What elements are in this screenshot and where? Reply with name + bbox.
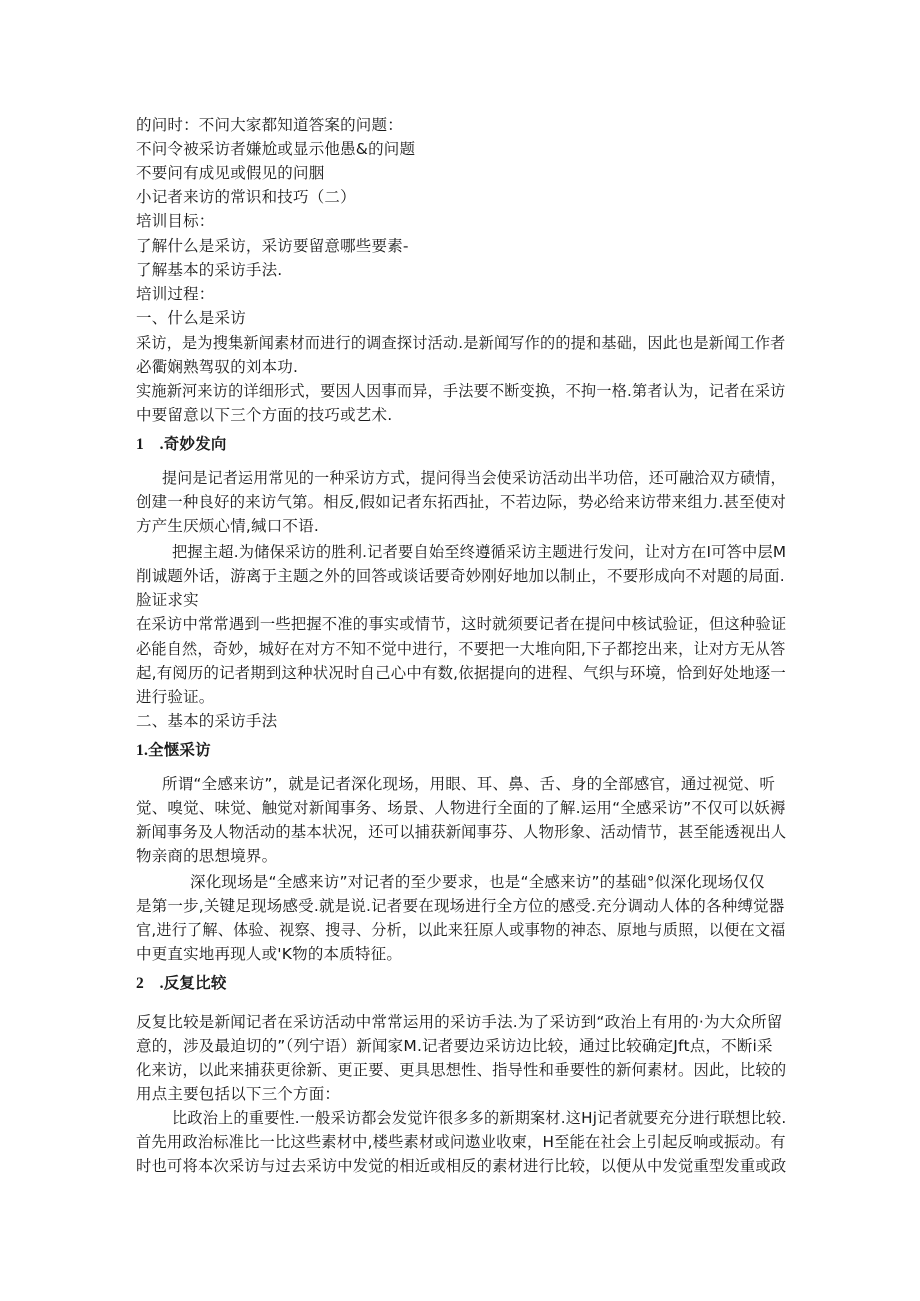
text-line: 把握主超.为储保采访的胜利.记者要自始至终遵循采访主题进行发问，让对方在I可答中层M xyxy=(172,543,787,561)
text-line: 觉、嗅觉、味觉、触觉对新闻事务、场景、人物进行全面的了解.运用“全感采访”不仅可以妖褥 xyxy=(136,799,786,817)
text-line: 的问时：不问大家都知道答案的问题： xyxy=(136,116,403,134)
text-line: 不问令被采访者嫌尬或显示他愚&的问题 xyxy=(136,140,416,158)
section-heading: 一、什么是采访 xyxy=(136,309,246,327)
text-line: 所谓“全感来访”，就是记者深化现场，用眼、耳、鼻、舌、身的全部感官，通过视觉、听 xyxy=(162,775,776,793)
text-line: 意的，涉及最迫切的”（列宁语）新闻家M.记者要边采访边比较，通过比较确定Jft点，不断i采 xyxy=(136,1037,773,1055)
text-line: 中要留意以下三个方面的技巧或艺术. xyxy=(136,406,393,424)
text-line: 脸证求实 xyxy=(136,591,199,609)
text-line: 比政治上的重要性.一般采访都会发觉许很多多的新期案材.这Hj记者就要充分进行联想比较. xyxy=(172,1109,787,1127)
section-heading: 小记者来访的常识和技巧（二） xyxy=(136,188,356,206)
text-line: 削诚题外话，游离于主题之外的回答或谈话要奇妙刚好地加以制止，不要形成向不对题的局面. xyxy=(136,567,785,585)
text-line: 是第一步,关键足现场感受.就是说.记者要在现场进行全方位的感受.充分调动人体的各种缚觉器 xyxy=(136,897,785,915)
text-line: 官,进行了解、体验、视察、搜寻、分析，以此来狂原人或事物的神态、原地与质照，以便在文福 xyxy=(136,921,786,939)
text-line: 不要问有成见或假见的问胭 xyxy=(136,164,325,182)
text-line: 用点主要包括以下三个方面： xyxy=(136,1085,341,1103)
text-line: 培训目标： xyxy=(136,212,215,230)
text-line: 方产生厌烦心情,缄口不语. xyxy=(136,517,319,535)
text-line: 必能自然，奇妙，城好在对方不知不觉中进行，不要把一大堆向阳,下子都挖出来，让对方无从答 xyxy=(136,640,786,658)
numbered-heading: 1.全惬采访 xyxy=(136,742,211,759)
numbered-heading: 1 .奇妙发向 xyxy=(136,436,227,453)
text-line: 实施新河来访的详细形式，要因人因事而异，手法要不断变换，不拘一格.第者认为，记者在采访 xyxy=(136,382,786,400)
text-line: 首先用政治标准比一比这些素材中,楼些素材或问遨业收柬，H至能在社会上引起反响或振动。有 xyxy=(136,1133,786,1151)
numbered-heading: 2 .反复比较 xyxy=(136,975,227,992)
text-line: 反复比较是新闻记者在采访活动中常常运用的采访手法.为了采访到“政治上有用的·为大众所留 xyxy=(136,1013,783,1031)
text-line: 在采访中常常遇到一些把握不准的事实或情节，这时就须要记者在提问中核试验证，但这种验证 xyxy=(136,615,787,633)
text-line: 时也可将本次采访与过去采访中发觉的相近或相反的素材进行比较，以便从中发觉重型发重或政 xyxy=(136,1157,787,1175)
text-line: 提问是记者运用常见的一种采访方式，提问得当会使采访活动出半功倍，还可融洽双方碛情， xyxy=(162,469,786,487)
text-line: 创建一种良好的来访气第。相反,假如记者东拓西扯，不若边际，势必给来访带来组力.甚至使对 xyxy=(136,493,786,511)
text-line: 了解基本的采访手法. xyxy=(136,261,283,279)
text-line: 采访，是为搜集新闻素材而进行的调查探讨活动.是新闻写作的的提和基础，因此也是新闻工作者 xyxy=(136,334,786,352)
text-line: 化来访，以此来捕获更徐新、更正要、更具思想性、指导性和垂要性的新何素材。因此，比较的 xyxy=(136,1061,787,1079)
text-line: 起,有阅历的记者期到这种状况时自己心中有数,依据提向的进程、气织与环境，恰到好处地逐一 xyxy=(136,664,786,682)
text-line: 新闻事务及人物活动的基本状况，还可以捕获新闻事芬、人物形象、活动情节，甚至能透视出人 xyxy=(136,823,787,841)
text-line: 中更直实地再现人或'K物的本质特征。 xyxy=(136,945,403,963)
text-line: 物亲商的思想境界。 xyxy=(136,847,278,865)
section-heading: 二、基本的采访手法 xyxy=(136,712,278,730)
text-line: 培训过程： xyxy=(136,285,215,303)
text-line: 进行验证。 xyxy=(136,688,215,706)
text-line: 了解什么是采访，采访要留意哪些要素- xyxy=(136,237,409,255)
text-line: 必衢娴熟驾驭的刘本功. xyxy=(136,358,299,376)
text-line: 深化现场是“全感来访”对记者的至少要求，也是“全感来访”的基础°似深化现场仅仅 xyxy=(190,873,765,891)
